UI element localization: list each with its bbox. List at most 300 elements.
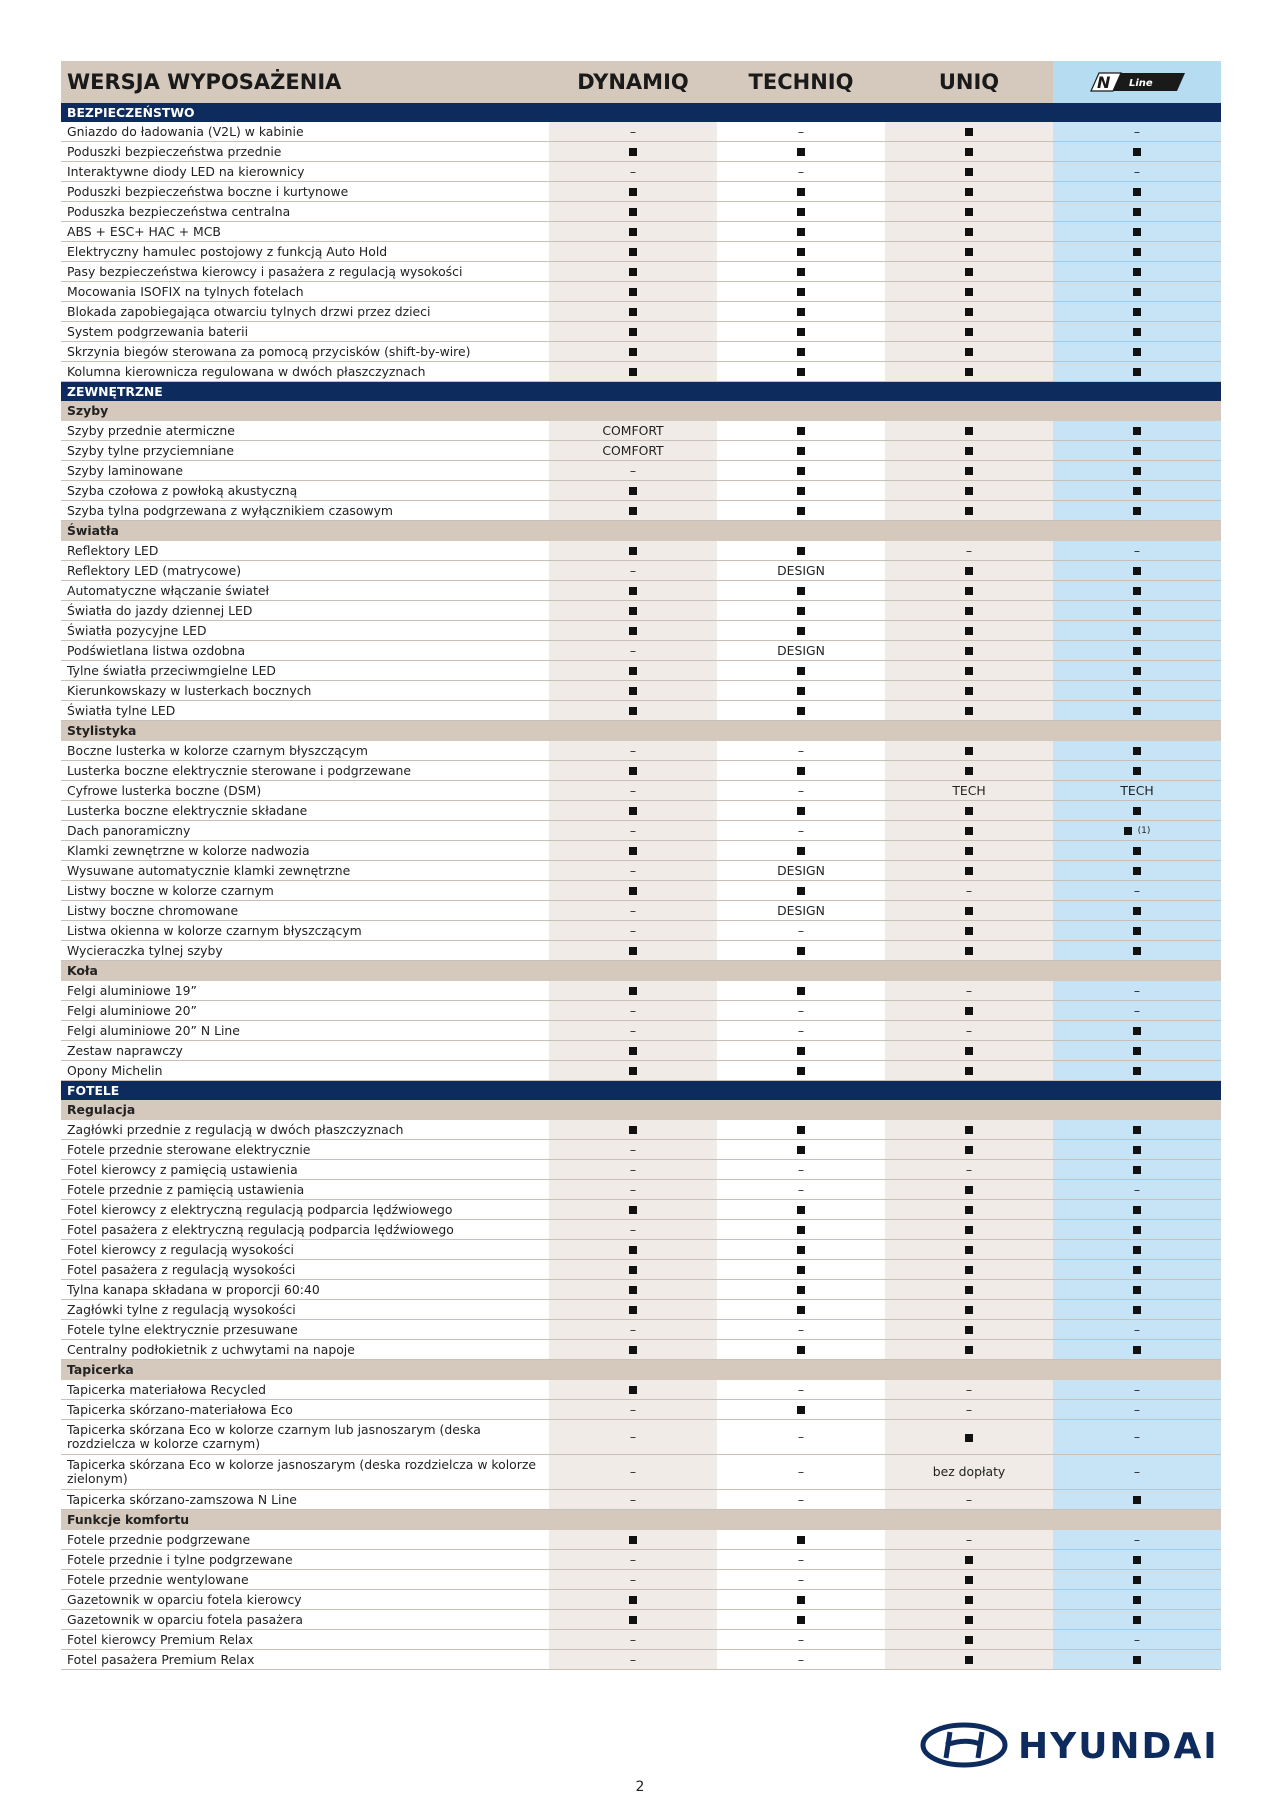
included-square-icon [629,208,637,216]
row-value [549,222,717,242]
row-value [885,1160,1053,1180]
group-title: Światła [61,521,549,542]
row-value [1053,1420,1221,1455]
group-header-cell [717,1100,885,1120]
included-square-icon [1133,368,1141,376]
row-value [1053,881,1221,901]
row-value [1053,322,1221,342]
value-text: – [797,1002,805,1018]
table-row [61,1590,1221,1610]
row-label: Fotel pasażera z elektryczną regulacją podparcia lędźwiowego [61,1220,549,1240]
row-value [549,1260,717,1280]
table-row [61,262,1221,282]
table-row [61,1320,1221,1340]
row-value [885,541,1053,561]
value-text: – [629,642,637,658]
included-square-icon [965,587,973,595]
row-value [549,1380,717,1400]
row-value [549,421,717,441]
row-label: Fotel kierowcy Premium Relax [61,1630,549,1650]
included-square-icon [629,1126,637,1134]
row-value [717,1455,885,1490]
group-header-cell [1053,1360,1221,1381]
row-value [717,202,885,222]
row-value [549,1610,717,1630]
group-header-cell [549,1360,717,1381]
row-value [885,1140,1053,1160]
row-value [1053,1180,1221,1200]
included-square-icon [1133,947,1141,955]
svg-text:Line: Line [1129,78,1153,89]
included-square-icon [965,1346,973,1354]
row-value [885,1240,1053,1260]
row-value [717,1530,885,1550]
included-square-icon [1133,1067,1141,1075]
table-row [61,481,1221,501]
row-value [549,481,717,501]
row-value [1053,1001,1221,1021]
row-value [885,1220,1053,1240]
section-title: FOTELE [61,1081,1221,1101]
row-value [885,981,1053,1001]
value-text: – [629,462,637,478]
row-value [885,1650,1053,1670]
row-label: Tapicerka skórzano-zamszowa N Line [61,1490,549,1510]
table-row [61,461,1221,481]
included-square-icon [797,767,805,775]
included-square-icon [629,607,637,615]
group-header-cell [549,401,717,421]
row-value [717,1041,885,1061]
included-square-icon [965,1246,973,1254]
row-value [549,561,717,581]
row-value [549,1530,717,1550]
row-value [885,1021,1053,1041]
row-value [717,681,885,701]
row-value [717,881,885,901]
included-square-icon [797,607,805,615]
section-header [61,382,1221,402]
included-square-icon [629,228,637,236]
included-square-icon [965,627,973,635]
row-label: Zagłówki przednie z regulacją w dwóch płaszczyznach [61,1120,549,1140]
included-square-icon [1133,1556,1141,1564]
row-value [717,142,885,162]
value-text: – [629,1002,637,1018]
row-value [1053,761,1221,781]
row-value [885,801,1053,821]
row-value [549,1021,717,1041]
row-value [885,641,1053,661]
row-label: Gazetownik w oparciu fotela pasażera [61,1610,549,1630]
included-square-icon [1133,288,1141,296]
row-value [1053,302,1221,322]
included-square-icon [629,1536,637,1544]
table-row [61,541,1221,561]
row-value [1053,1530,1221,1550]
row-value [885,601,1053,621]
included-square-icon [629,248,637,256]
value-text: – [797,1181,805,1197]
row-label: Reflektory LED (matrycowe) [61,561,549,581]
included-square-icon [629,308,637,316]
row-value [1053,481,1221,501]
row-value [885,741,1053,761]
row-value [1053,162,1221,182]
value-text: – [797,742,805,758]
included-square-icon [965,867,973,875]
included-square-icon [629,807,637,815]
row-label: Listwa okienna w kolorze czarnym błyszczącym [61,921,549,941]
row-value [717,661,885,681]
table-row [61,1120,1221,1140]
row-value [717,461,885,481]
row-value [1053,421,1221,441]
included-square-icon [1133,507,1141,515]
value-text: – [629,1161,637,1177]
included-square-icon [629,1306,637,1314]
row-value [1053,981,1221,1001]
row-value [1053,681,1221,701]
row-value [549,1240,717,1260]
row-label: Poduszka bezpieczeństwa centralna [61,202,549,222]
row-value [717,262,885,282]
group-header-cell [549,521,717,542]
row-value [549,1160,717,1180]
included-square-icon [797,1616,805,1624]
value-text: – [629,1491,637,1507]
table-row [61,821,1221,841]
section-title: BEZPIECZEŃSTWO [61,103,1221,122]
row-value [549,1200,717,1220]
included-square-icon [1133,687,1141,695]
row-value [549,1650,717,1670]
group-header-cell [717,401,885,421]
row-label: Mocowania ISOFIX na tylnych fotelach [61,282,549,302]
included-square-icon [797,707,805,715]
row-label: Fotele przednie sterowane elektrycznie [61,1140,549,1160]
row-value [885,362,1053,382]
row-value [1053,1280,1221,1300]
included-square-icon [1133,627,1141,635]
included-square-icon [629,947,637,955]
value-text: – [965,1531,973,1547]
value-text: – [629,1401,637,1417]
included-square-icon [797,208,805,216]
row-label: ABS + ESC+ HAC + MCB [61,222,549,242]
value-text: – [797,1381,805,1397]
included-square-icon [629,847,637,855]
table-row [61,222,1221,242]
included-square-icon [629,507,637,515]
row-value [717,1120,885,1140]
group-header-cell [885,1510,1053,1531]
included-square-icon [1133,447,1141,455]
group-header [61,961,1221,982]
value-text: – [1133,882,1141,898]
row-value [1053,262,1221,282]
row-value [549,921,717,941]
table-row [61,1530,1221,1550]
included-square-icon [629,348,637,356]
row-value [1053,362,1221,382]
group-header-cell [1053,1100,1221,1120]
row-value [717,1630,885,1650]
included-square-icon [1133,1346,1141,1354]
row-value [549,182,717,202]
row-value [717,1550,885,1570]
group-header-cell [885,961,1053,982]
included-square-icon [1124,827,1132,835]
included-square-icon [965,607,973,615]
table-row [61,242,1221,262]
group-title: Tapicerka [61,1360,549,1381]
value-text: bez dopłaty [932,1464,1006,1479]
included-square-icon [965,747,973,755]
row-value [1053,661,1221,681]
value-text: – [797,1022,805,1038]
included-square-icon [629,188,637,196]
table-row [61,1550,1221,1570]
row-label: Poduszki bezpieczeństwa przednie [61,142,549,162]
value-text: – [629,742,637,758]
included-square-icon [965,847,973,855]
included-square-icon [629,368,637,376]
value-text: TECH [952,782,986,798]
row-value [885,1570,1053,1590]
row-value [885,222,1053,242]
row-value [717,921,885,941]
row-value [717,581,885,601]
row-label: Opony Michelin [61,1061,549,1081]
row-value [549,781,717,801]
group-header-cell [717,1360,885,1381]
row-value [549,941,717,961]
table-row [61,1340,1221,1360]
footnote-marker: (1) [1137,825,1151,836]
row-value [549,1300,717,1320]
row-value [885,1260,1053,1280]
included-square-icon [965,1067,973,1075]
row-value [717,1061,885,1081]
included-square-icon [965,1047,973,1055]
row-value [885,661,1053,681]
included-square-icon [629,268,637,276]
row-label: Szyby przednie atermiczne [61,421,549,441]
row-label: Fotele przednie i tylne podgrzewane [61,1550,549,1570]
row-label: Tapicerka skórzano-materiałowa Eco [61,1400,549,1420]
row-value [549,342,717,362]
included-square-icon [797,1536,805,1544]
table-row [61,1455,1221,1490]
included-square-icon [797,348,805,356]
hyundai-emblem-icon [920,1722,1220,1768]
row-label: Felgi aluminiowe 20” [61,1001,549,1021]
row-value [885,941,1053,961]
row-label: Fotel kierowcy z elektryczną regulacją podparcia lędźwiowego [61,1200,549,1220]
included-square-icon [1133,927,1141,935]
row-label: Interaktywne diody LED na kierownicy [61,162,549,182]
table-row [61,282,1221,302]
row-value [1053,202,1221,222]
row-value [717,242,885,262]
included-square-icon [797,427,805,435]
included-square-icon [1133,867,1141,875]
row-value [717,1650,885,1670]
row-value [549,601,717,621]
included-square-icon [965,927,973,935]
value-text: DESIGN [777,562,825,578]
table-row [61,162,1221,182]
included-square-icon [1133,1027,1141,1035]
value-text: – [1133,1531,1141,1547]
table-row [61,1260,1221,1280]
row-label: Kolumna kierownicza regulowana w dwóch płaszczyznach [61,362,549,382]
row-value [717,901,885,921]
row-value [1053,182,1221,202]
row-value [717,282,885,302]
row-label: Pasy bezpieczeństwa kierowcy i pasażera z regulacją wysokości [61,262,549,282]
row-value [885,921,1053,941]
row-value [549,1590,717,1610]
row-value [717,322,885,342]
row-value [1053,941,1221,961]
row-value [885,1120,1053,1140]
row-value [885,1340,1053,1360]
included-square-icon [797,667,805,675]
table-row [61,761,1221,781]
included-square-icon [1133,847,1141,855]
included-square-icon [965,907,973,915]
group-header-cell [1053,961,1221,982]
included-square-icon [1133,667,1141,675]
included-square-icon [965,567,973,575]
row-value [885,701,1053,721]
row-value [549,1490,717,1510]
included-square-icon [965,1226,973,1234]
row-value [885,1630,1053,1650]
included-square-icon [629,487,637,495]
included-square-icon [629,767,637,775]
included-square-icon [965,1556,973,1564]
group-header-cell [1053,1510,1221,1531]
included-square-icon [965,1286,973,1294]
included-square-icon [797,1406,805,1414]
group-header [61,521,1221,542]
row-value [1053,1380,1221,1400]
value-text: – [965,1491,973,1507]
group-header-cell [1053,721,1221,742]
table-row [61,1650,1221,1670]
row-label: Światła pozycyjne LED [61,621,549,641]
row-value [717,1590,885,1610]
value-text: – [629,1631,637,1647]
included-square-icon [1133,707,1141,715]
row-value [717,641,885,661]
table-row [61,202,1221,222]
row-label: Tapicerka skórzana Eco w kolorze jasnoszarym (deska rozdzielcza w kolorze zielonym) [61,1455,549,1490]
table-row [61,501,1221,521]
row-value [549,1041,717,1061]
value-text: – [1133,1429,1141,1444]
table-row [61,1041,1221,1061]
value-text: – [797,782,805,798]
row-value [1053,1570,1221,1590]
value-text: – [797,163,805,179]
included-square-icon [965,947,973,955]
included-square-icon [965,1186,973,1194]
table-row [61,1280,1221,1300]
row-value [549,441,717,461]
row-value [549,262,717,282]
included-square-icon [965,228,973,236]
table-row [61,1400,1221,1420]
row-value [885,461,1053,481]
included-square-icon [629,627,637,635]
row-value [717,162,885,182]
group-title: Koła [61,961,549,982]
row-value [549,142,717,162]
included-square-icon [965,288,973,296]
row-label: Reflektory LED [61,541,549,561]
included-square-icon [1133,348,1141,356]
table-row [61,1610,1221,1630]
included-square-icon [797,1346,805,1354]
included-square-icon [797,627,805,635]
row-value [549,621,717,641]
row-label: Fotele przednie podgrzewane [61,1530,549,1550]
table-row [61,1300,1221,1320]
group-title: Funkcje komfortu [61,1510,549,1531]
group-header [61,721,1221,742]
included-square-icon [1133,1146,1141,1154]
table-row [61,421,1221,441]
included-square-icon [1133,427,1141,435]
row-value [1053,1400,1221,1420]
included-square-icon [629,1067,637,1075]
value-text: COMFORT [602,422,664,438]
row-value [885,1490,1053,1510]
nline-logo-icon [1087,71,1187,93]
included-square-icon [1133,1596,1141,1604]
spec-table-page [61,61,1221,1670]
included-square-icon [965,308,973,316]
included-square-icon [965,1146,973,1154]
value-text: – [797,1631,805,1647]
included-square-icon [965,208,973,216]
value-text: – [629,562,637,578]
included-square-icon [797,1067,805,1075]
value-text: – [797,1491,805,1507]
column-uniq: UNIQ [885,61,1053,103]
value-text: DESIGN [777,862,825,878]
included-square-icon [1133,1226,1141,1234]
included-square-icon [797,467,805,475]
included-square-icon [965,1576,973,1584]
row-value [885,142,1053,162]
page-number: 2 [635,1779,645,1795]
included-square-icon [629,1346,637,1354]
included-square-icon [797,1596,805,1604]
row-value [549,1420,717,1455]
row-label: Listwy boczne w kolorze czarnym [61,881,549,901]
row-label: Fotel pasażera z regulacją wysokości [61,1260,549,1280]
row-label: Cyfrowe lusterka boczne (DSM) [61,781,549,801]
table-row [61,901,1221,921]
row-value [885,342,1053,362]
value-text: DESIGN [777,902,825,918]
included-square-icon [1133,1126,1141,1134]
